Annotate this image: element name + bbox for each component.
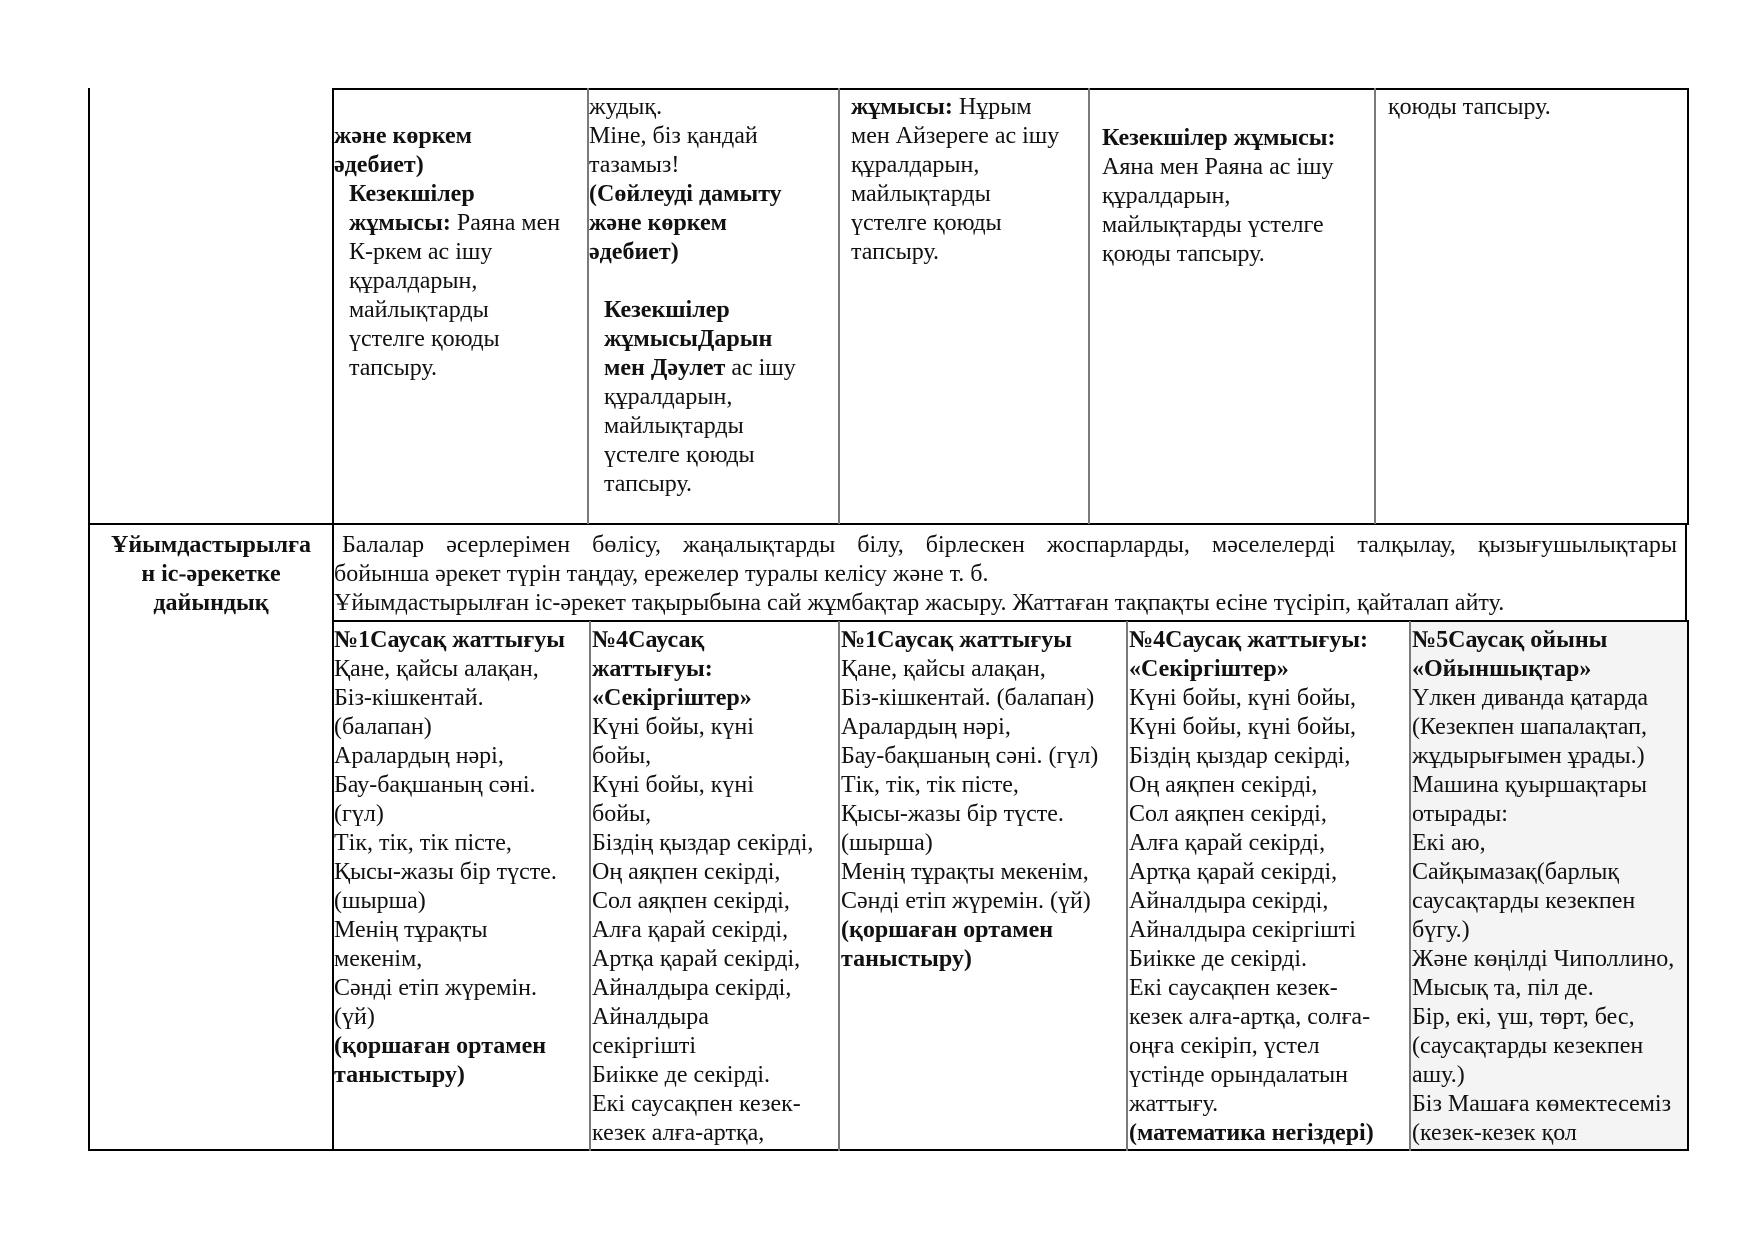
table-border-right-top	[1687, 88, 1689, 524]
bottom-cell-3	[841, 626, 1125, 974]
top-cell-1-duty	[349, 180, 585, 383]
bottom-sep-2	[838, 621, 840, 1151]
top-cell-2-duty-title: Кезекшілер жұмысыДарын мен Дәулет	[604, 297, 773, 381]
top-cell-2-text: жудық. Міне, біз қандай тазамыз!	[589, 94, 758, 178]
table-border-right-bottom	[1687, 621, 1689, 1151]
top-cell-4	[1102, 124, 1372, 269]
top-cell-1-duty-title: Кезекшілер жұмысы:	[349, 181, 475, 236]
bottom-sep-3	[1126, 621, 1128, 1151]
bottom-cell-1-title: №1Саусақ жаттығуы	[334, 627, 565, 653]
bottom-cell-4	[1129, 626, 1408, 1148]
top-cell-1	[334, 93, 584, 180]
bottom-cell-4-title: №4Саусақ жаттығуы: «Секіргіштер»	[1129, 627, 1368, 682]
top-cell-2-note: (Сөйлеуді дамыту және көркем әдебиет)	[589, 181, 782, 265]
intro-line-2: бойынша әрекет түрін таңдау, ережелер туралы келісу және т. б.	[334, 561, 989, 587]
bottom-cell-3-text: Қане, қайсы алақан, Біз-кішкентай. (балапан) Аралардың нәрі, Бау-бақшаның сәні. (гүл) Тік, тік, тік пісте, Қысы-жазы бір түсте. (шырша) Менің тұрақты мекенім, Сәнді етіп жүремін. (үй)	[841, 656, 1099, 914]
top-sep-4	[1374, 88, 1376, 524]
top-cell-1-duty-text: Раяна мен К-ркем ас ішу құралдарын, майлықтарды үстелге қоюды тапсыру.	[349, 210, 561, 381]
top-cell-4-duty-text: Аяна мен Раяна ас ішу құралдарын, майлықтарды үстелге қоюды тапсыру.	[1102, 154, 1334, 267]
bottom-cell-4-note: (математика негіздері)	[1129, 1120, 1374, 1146]
top-row-border-top	[332, 88, 1689, 90]
bottom-cell-4-text: Күні бойы, күні бойы, Күні бойы, күні бойы, Біздің қыздар секірді, Оң аяқпен секірді, Сол аяқпен секірді, Алға қарай секірді, Артқа қарай секірді, Айналдыра секірді, Айналдыра секіргішті Биікке де секірді. Екі саусақпен кезек- кезек алға-артқа, солға- оңға секіріп, үстел үстінде орындалатын жаттығу.	[1129, 685, 1371, 1117]
top-cell-1-heading: және көркем әдебиет)	[334, 123, 472, 178]
section-border-top	[88, 523, 1689, 525]
top-cell-2-duty	[604, 296, 836, 499]
bottom-cell-3-title: №1Саусақ жаттығуы	[841, 627, 1072, 653]
section-label: Ұйымдастырылға н іс-әрекетке дайындық	[110, 532, 311, 616]
top-cell-3-duty-title: жұмысы:	[851, 94, 953, 120]
top-cell-3	[851, 93, 1087, 267]
bottom-cell-5-title: №5Саусақ ойыны «Ойыншықтар»	[1412, 627, 1608, 682]
bottom-cell-5-text: Үлкен диванда қатарда (Кезекпен шапалақтап, жұдырығымен ұрады.) Машина қуыршақтары отырады: Екі аю, Сайқымазақ(барлық саусақтарды кезекпен бүгу.) Және көңілді Чиполлино, Мысық та, піл де. Бір, екі, үш, төрт, бес, (саусақтарды кезекпен ашу.) Біз Машаға көмектесеміз (кезек-кезек қол	[1412, 685, 1675, 1146]
top-cell-3-duty-text: Нұрым мен Айзереге ас ішу құралдарын, майлықтарды үстелге қоюды тапсыру.	[851, 94, 1060, 265]
table-border-right-mid	[1685, 524, 1687, 622]
bottom-cell-1-text: Қане, қайсы алақан, Біз-кішкентай. (балапан) Аралардың нәрі, Бау-бақшаның сәні. (гүл) Тік, тік, тік пісте, Қысы-жазы бір түсте. (шырша) Менің тұрақты мекенім, Сәнді етіп жүремін. (үй)	[334, 656, 557, 1030]
intro-line-3: Ұйымдастырылған іс-әрекет тақырыбына сай жұмбақтар жасыру. Жаттаған тақпақты есіне түсіріп, қайталап айту.	[334, 590, 1505, 616]
top-cell-4-duty-title: Кезекшілер жұмысы:	[1102, 125, 1336, 151]
bottom-cell-3-note: (қоршаған ортамен таныстыру)	[841, 917, 1054, 972]
top-sep-3	[1088, 88, 1090, 524]
top-cell-2	[589, 93, 837, 267]
bottom-cell-1-note: (қоршаған ортамен таныстыру)	[334, 1033, 547, 1088]
bottom-sep-1	[589, 621, 591, 1151]
intro-line-1: Балалар әсерлерімен бөлісу, жаңалықтарды білу, бірлескен жоспарларды, мәселелерді талқылау, қызығушылықтары	[342, 532, 1677, 558]
top-cell-2-duty-text: ас ішу құралдарын, майлықтарды үстелге қоюды тапсыру.	[604, 355, 796, 497]
bottom-cell-2-title: №4Саусақ жаттығуы: «Секіргіштер»	[592, 627, 752, 711]
bottom-cell-5	[1412, 626, 1686, 1148]
bottom-sep-4	[1409, 621, 1411, 1151]
bottom-cell-1	[334, 626, 588, 1090]
top-sep-2	[838, 88, 840, 524]
bottom-cell-2	[592, 626, 837, 1148]
bottom-cell-2-text: Күні бойы, күні бойы, Күні бойы, күні бойы, Біздің қыздар секірді, Оң аяқпен секірді, Сол аяқпен секірді, Алға қарай секірді, Артқа қарай секірді, Айналдыра секірді, Айналдыра секіргішті Биікке де секірді. Екі саусақпен кезек- кезек алға-артқа,	[592, 714, 814, 1146]
table-border-left	[88, 88, 90, 1151]
table-border-bottom	[88, 1149, 1689, 1151]
intro-border-bottom	[332, 620, 1689, 622]
top-cell-5	[1388, 93, 1684, 122]
top-cell-5-text: қоюды тапсыру.	[1388, 94, 1551, 120]
